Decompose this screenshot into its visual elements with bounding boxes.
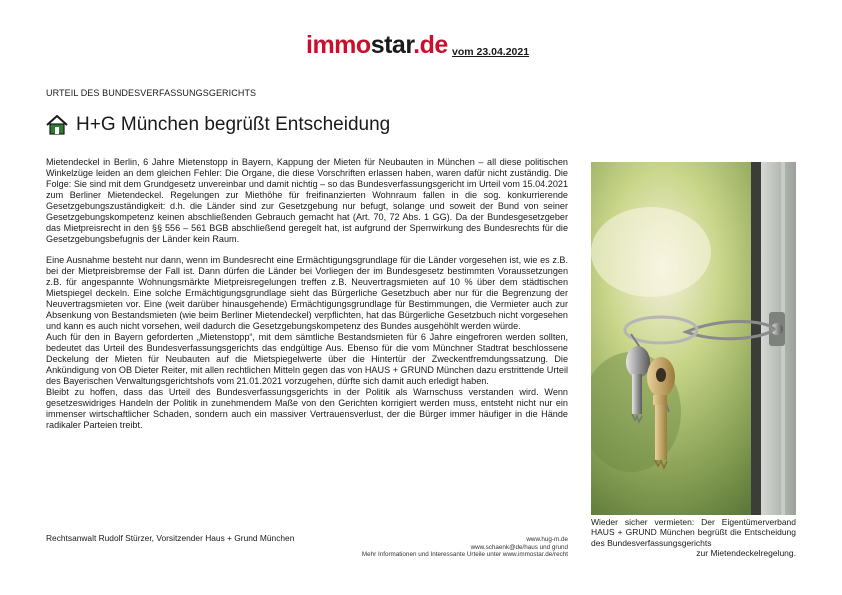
caption-text: Wieder sicher vermieten: Der Eigentümerverband HAUS + GRUND München begrüßt die Entscheidung des Bundesverfassungsgerichts bbox=[591, 517, 796, 548]
photo-caption bbox=[591, 517, 796, 559]
key-photo-illustration bbox=[591, 162, 796, 515]
immostar-logo bbox=[306, 31, 448, 59]
house-icon bbox=[46, 115, 68, 135]
paragraph: Bleibt zu hoffen, dass das Urteil des Bundesverfassungsgerichts in der Politik als Warnschuss verstanden wird. Wenn gesetzeswidriges Handeln der Politik in zunehmendem Maße von den Gerichten korrigiert werden muss, entsteht nicht nur ein immenser wirtschaftlicher Schaden, sondern auch ein massiver Vertrauensverlust, der die Bürger immer häufiger in die Hände radikaler Parteien treibt. bbox=[46, 387, 568, 430]
article-title: H+G München begrüßt Entscheidung bbox=[76, 114, 391, 135]
link-hug: www.hug-m.de bbox=[526, 536, 568, 543]
reference-links bbox=[362, 536, 568, 559]
author-line: Rechtsanwalt Rudolf Stürzer, Vorsitzender Haus + Grund München bbox=[46, 533, 295, 543]
logo-part-de: .de bbox=[413, 31, 448, 59]
title-row bbox=[46, 114, 390, 136]
article-body bbox=[46, 157, 568, 431]
publication-date: vom 23.04.2021 bbox=[452, 46, 530, 58]
link-schaenk: www.schaenk@de/haus und grund bbox=[470, 543, 568, 551]
logo-part-star: star bbox=[370, 31, 414, 59]
paragraph: Mietendeckel in Berlin, 6 Jahre Mietenstopp in Bayern, Kappung der Mieten für Neubauten in München – all diese politischen Winkelzüge leiden an dem gleichen Fehler: Die Organe, die diese Vorschriften erlassen haben, waren dafür nicht zuständig. Die Folge: Sie sind mit dem Grundgesetz unvereinbar und damit nichtig – so das Bundesverfassungsgericht im Urteil vom 15.04.2021 zum Berliner Mietendeckel. Regelungen zur Miethöhe für freifinanzierten Wohnraum fallen in die sog. konkurrierende Gesetzgebungszuständigkeit: d.h. die Länder sind zur Gesetzgebung nur befugt, solange und soweit der Bund von seiner Gesetzgebungskompetenz keinen abschließenden Gebrauch gemacht hat (Art. 70, 72 Abs. 1 GG). Da der Bundesgesetzgeber das Mietpreisrecht in den §§ 556 – 561 BGB abschließend geregelt hat, ist aufgrund der Sperrwirkung des Bundesrechts für die Gesetzgebungsbefugnis der Länder kein Raum. bbox=[46, 157, 568, 244]
link-info: Mehr Informationen und Interessante Urteile unter www.immostar.de/recht bbox=[361, 551, 568, 559]
logo-part-immo: immo bbox=[306, 31, 371, 59]
paragraph: Auch für den in Bayern geforderten „Mietenstopp“, mit dem sämtliche Bestandsmieten für 6 Jahre eingefroren werden sollten, bedeutet das Urteil des Bundesverfassungsgerichts das endgültige Aus. Ebenso für die vom Münchner Stadtrat beschlossene Deckelung der Mieten für Neubauten auf die Mietspiegelwerte über die Hintertür der Zweckentfremdungssatzung. Die Ankündigung von OB Dieter Reiter, mit allen rechtlichen Mitteln gegen das von HAUS + GRUND München dazu erstrittende Urteil des Bayerischen Verwaltungsgerichtshofs vom 21.01.2021 vorzugehen, dürfte sich damit auch erledigt haben. bbox=[46, 332, 568, 386]
key-in-door-photo bbox=[591, 162, 796, 515]
paragraph: Eine Ausnahme besteht nur dann, wenn im Bundesrecht eine Ermächtigungsgrundlage für die Länder vorgesehen ist, wie es z.B. bei der Mietpreisbremse der Fall ist. Dann dürfen die Länder bei Vorliegen der im Bundesgesetz bestimmten Voraussetzungen z.B. für angespannte Wohnungsmärkte Mietpreisregelungen treffen z.B. Neuvertragsmieten auf 10 % über dem städtischen Mietspiegel deckeln. Eine solche Ermächtigungsgrundlage sieht das Bürgerliche Gesetzbuch aber nur für die Begrenzung der Neuvertragsmieten vor. Eine (weit darüber hinausgehende) Ermächtigungsgrundlage für Bestimmungen, die Vermieter auch zur Absenkung von Bestandsmieten (wie beim Berliner Mietendeckel) verpflichten, hat das Bürgerliche Gesetzbuch nicht vorgesehen und kann es auch nicht vorsehen, weil dadurch die Gesetzgebungskompetenz des Bundes ausgehöhlt werden würde. bbox=[46, 255, 568, 331]
article-kicker: URTEIL DES BUNDESVERFASSUNGSGERICHTS bbox=[46, 88, 257, 98]
caption-text-end: zur Mietendeckelregelung. bbox=[696, 548, 796, 559]
